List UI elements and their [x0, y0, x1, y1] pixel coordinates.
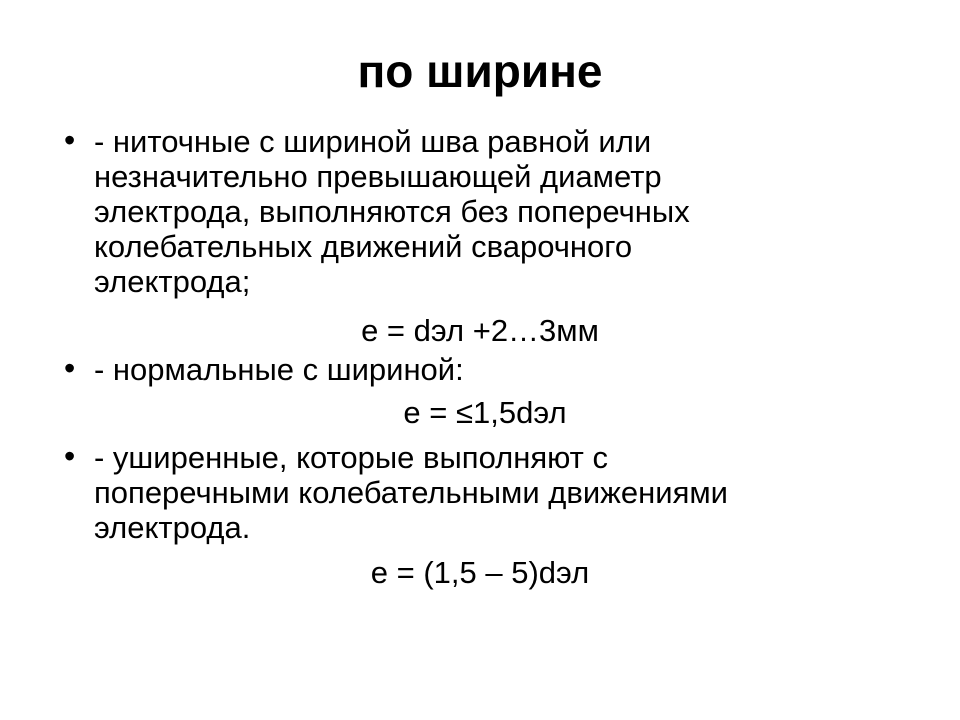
bullet-icon: • — [64, 122, 76, 158]
formula-threaded: е = dэл +2…3мм — [361, 313, 599, 348]
slide-title: по ширине — [357, 45, 603, 97]
formula-normal: е = ≤1,5dэл — [403, 395, 567, 430]
formula-widened: е = (1,5 – 5)dэл — [370, 555, 590, 590]
bullet-text: - ниточные с шириной шва равной или незначительно превышающей диаметр электрода, выполняются без поперечных колебательных движений сварочного электрода; — [94, 124, 690, 299]
bullet-item-widened — [64, 440, 884, 545]
bullet-icon: • — [64, 438, 76, 474]
bullet-text: - уширенные, которые выполняют с поперечными колебательными движениями электрода. — [94, 440, 729, 545]
bullet-icon: • — [64, 350, 76, 386]
bullet-item-normal — [64, 352, 884, 387]
bullet-item-threaded — [64, 124, 884, 299]
bullet-text: - нормальные с шириной: — [94, 352, 464, 387]
